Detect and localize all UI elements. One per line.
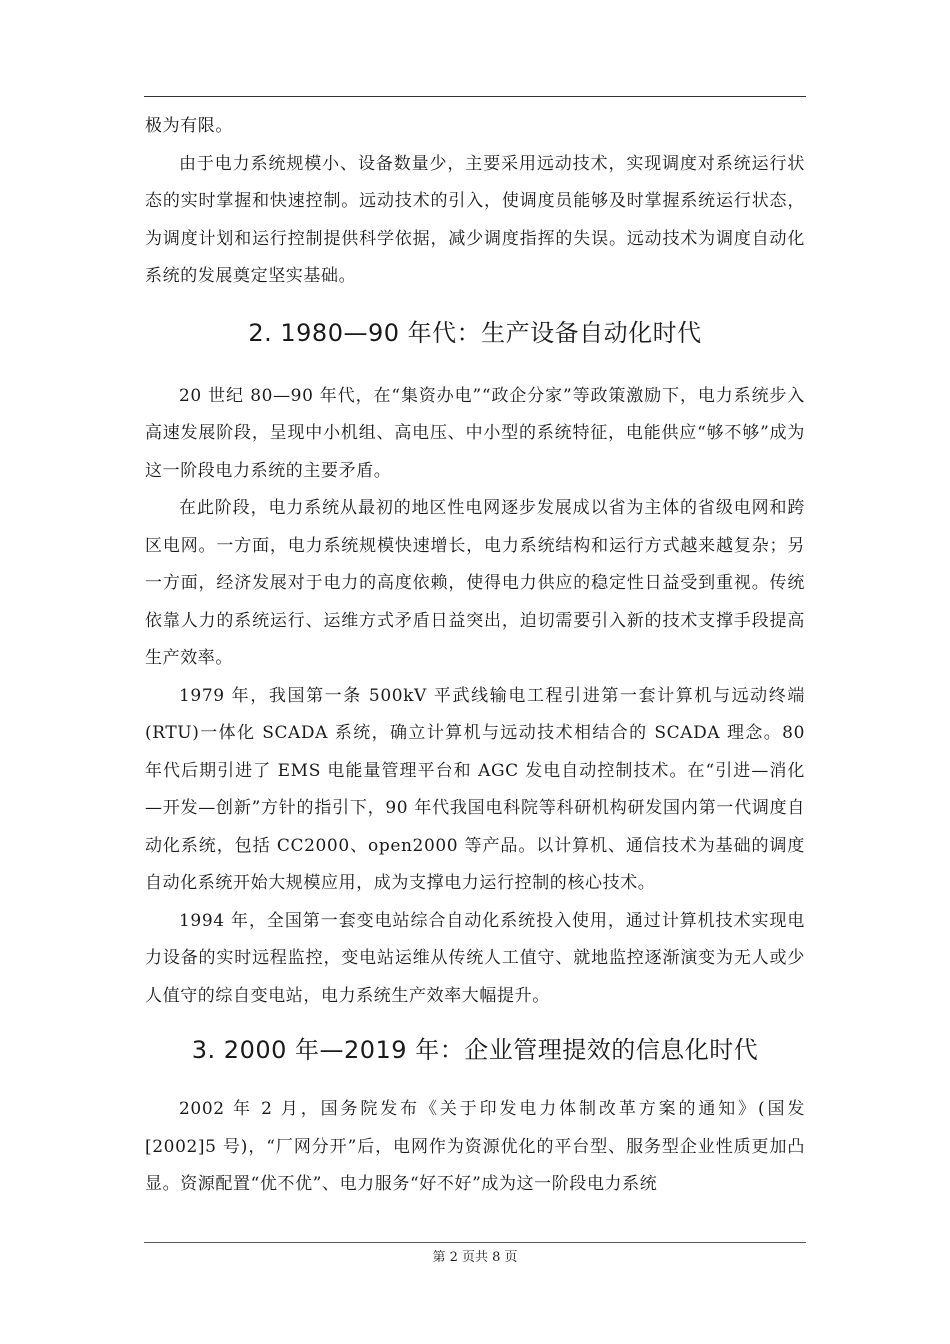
page-body: [145, 108, 805, 1204]
paragraph-continuation: 极为有限。: [145, 116, 233, 136]
header-rule: [144, 96, 806, 97]
paragraph: 20 世纪 80—90 年代，在“集资办电”“政企分家”等政策激励下，电力系统步入高速发展阶段，呈现中小机组、高电压、中小型的系统特征，电能供应“够不够”成为这一阶段电力系统的主要矛盾。: [145, 385, 805, 481]
paragraph: 2002 年 2 月，国务院发布《关于印发电力体制改革方案的通知》(国发[2002]5 号)，“厂网分开”后，电网作为资源优化的平台型、服务型企业性质更加凸显。资源配置“优不优”、电力服务“好不好”成为这一阶段电力系统: [145, 1099, 805, 1194]
paragraph: 1994 年，全国第一套变电站综合自动化系统投入使用，通过计算机技术实现电力设备的实时远程监控，变电站运维从传统人工值守、就地监控逐渐演变为无人或少人值守的综自变电站，电力系统生产效率大幅提升。: [145, 910, 805, 1006]
paragraph: 在此阶段，电力系统从最初的地区性电网逐步发展成以省为主体的省级电网和跨区电网。一方面，电力系统规模快速增长，电力系统结构和运行方式越来越复杂；另一方面，经济发展对于电力的高度依赖，使得电力供应的稳定性日益受到重视。传统依靠人力的系统运行、运维方式矛盾日益突出，迫切需要引入新的技术支撑手段提高生产效率。: [145, 498, 805, 668]
paragraph: 1979 年，我国第一条 500kV 平武线输电工程引进第一套计算机与远动终端(RTU)一体化 SCADA 系统，确立计算机与远动技术相结合的 SCADA 理念。80 年代后期引进了 EMS 电能量管理平台和 AGC 发电自动控制技术。在“引进—消化—开发—创新”方针的指引下，90 年代我国电科院等科研机构研发国内第一代调度自动化系统，包括 CC2000、open2000 等产品。以计算机、通信技术为基础的调度自动化系统开始大规模应用，成为支撑电力运行控制的核心技术。: [145, 685, 805, 893]
section-heading-2: 2. 1980—90 年代：生产设备自动化时代: [248, 318, 702, 347]
page-number: 第 2 页共 8 页: [432, 1250, 518, 1265]
paragraph: 由于电力系统规模小、设备数量少，主要采用远动技术，实现调度对系统运行状态的实时掌握和快速控制。远动技术的引入，使调度员能够及时掌握系统运行状态，为调度计划和运行控制提供科学依据，减少调度指挥的失误。远动技术为调度自动化系统的发展奠定坚实基础。: [145, 153, 805, 286]
section-heading-3: 3. 2000 年—2019 年：企业管理提效的信息化时代: [191, 1036, 759, 1064]
footer-rule: [144, 1242, 806, 1243]
